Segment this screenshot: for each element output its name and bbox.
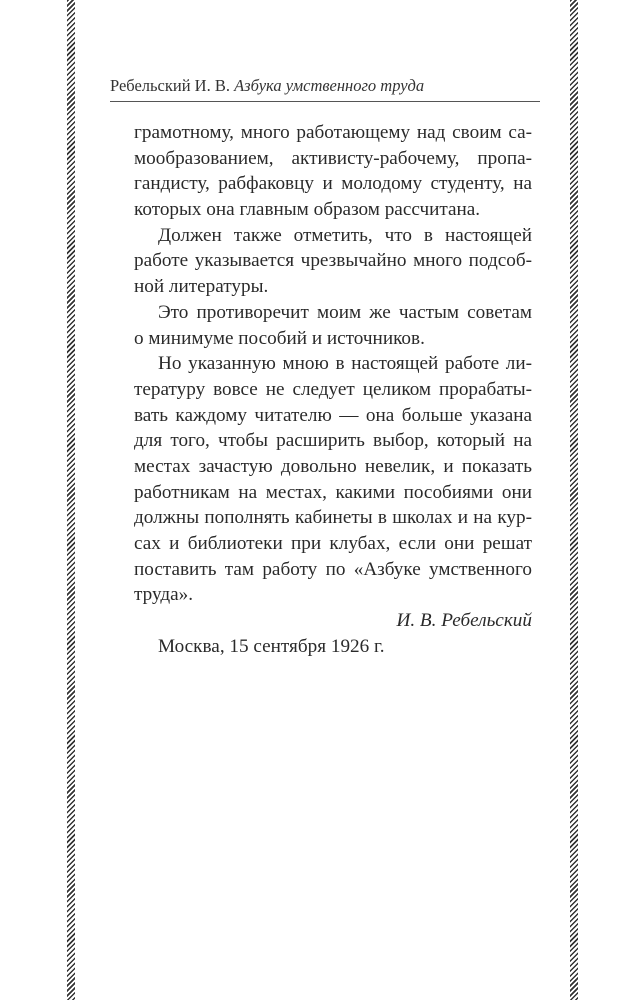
place-date: Москва, 15 сентября 1926 г. xyxy=(158,635,385,657)
paragraph-line: поставить там работу по «Азбуке умственного xyxy=(134,558,532,580)
page-body xyxy=(134,120,532,659)
paragraph-line: грамотному, много работающему над своим са- xyxy=(134,122,532,143)
header-title: Азбука умственного труда xyxy=(234,76,425,95)
paragraph-line: для того, чтобы расширить выбор, который на xyxy=(134,430,532,452)
paragraph-line: Это противоречит моим же частым советам xyxy=(158,301,532,323)
paragraph-line: работе указывается чрезвычайно много подсоб- xyxy=(134,250,532,272)
header-rule xyxy=(110,101,540,102)
paragraph-line: работникам на местах, какими пособиями они xyxy=(134,481,532,503)
paragraph-line: Но указанную мною в настоящей работе ли- xyxy=(158,353,532,375)
paragraph-line: гандисту, рабфаковцу и молодому студенту, на xyxy=(134,173,532,195)
signature: И. В. Ребельский xyxy=(396,610,532,632)
left-decorative-border xyxy=(67,0,75,1000)
paragraph-line: сах и библиотеки при клубах, если они решат xyxy=(134,533,532,554)
paragraph-line: труда». xyxy=(134,584,194,606)
header-author: Ребельский И. В. xyxy=(110,76,230,95)
paragraph-line: которых она главным образом рассчитана. xyxy=(134,199,481,221)
paragraph-line: ной литературы. xyxy=(134,276,269,298)
paragraph-line: тературу вовсе не следует целиком прорабаты- xyxy=(134,378,532,400)
paragraph-line: Должен также отметить, что в настоящей xyxy=(158,224,532,246)
paragraph-line: мообразованием, активисту-рабочему, пропа- xyxy=(134,147,532,169)
paragraph-line: вать каждому читателю — она больше указана xyxy=(134,404,532,426)
paragraph-line: о минимуме пособий и источников. xyxy=(134,327,425,349)
paragraph-line: должны пополнять кабинеты в школах и на кур- xyxy=(134,507,532,529)
running-header xyxy=(110,76,540,96)
paragraph-line: местах зачастую довольно невелик, и показать xyxy=(134,455,532,477)
right-decorative-border xyxy=(570,0,578,1000)
